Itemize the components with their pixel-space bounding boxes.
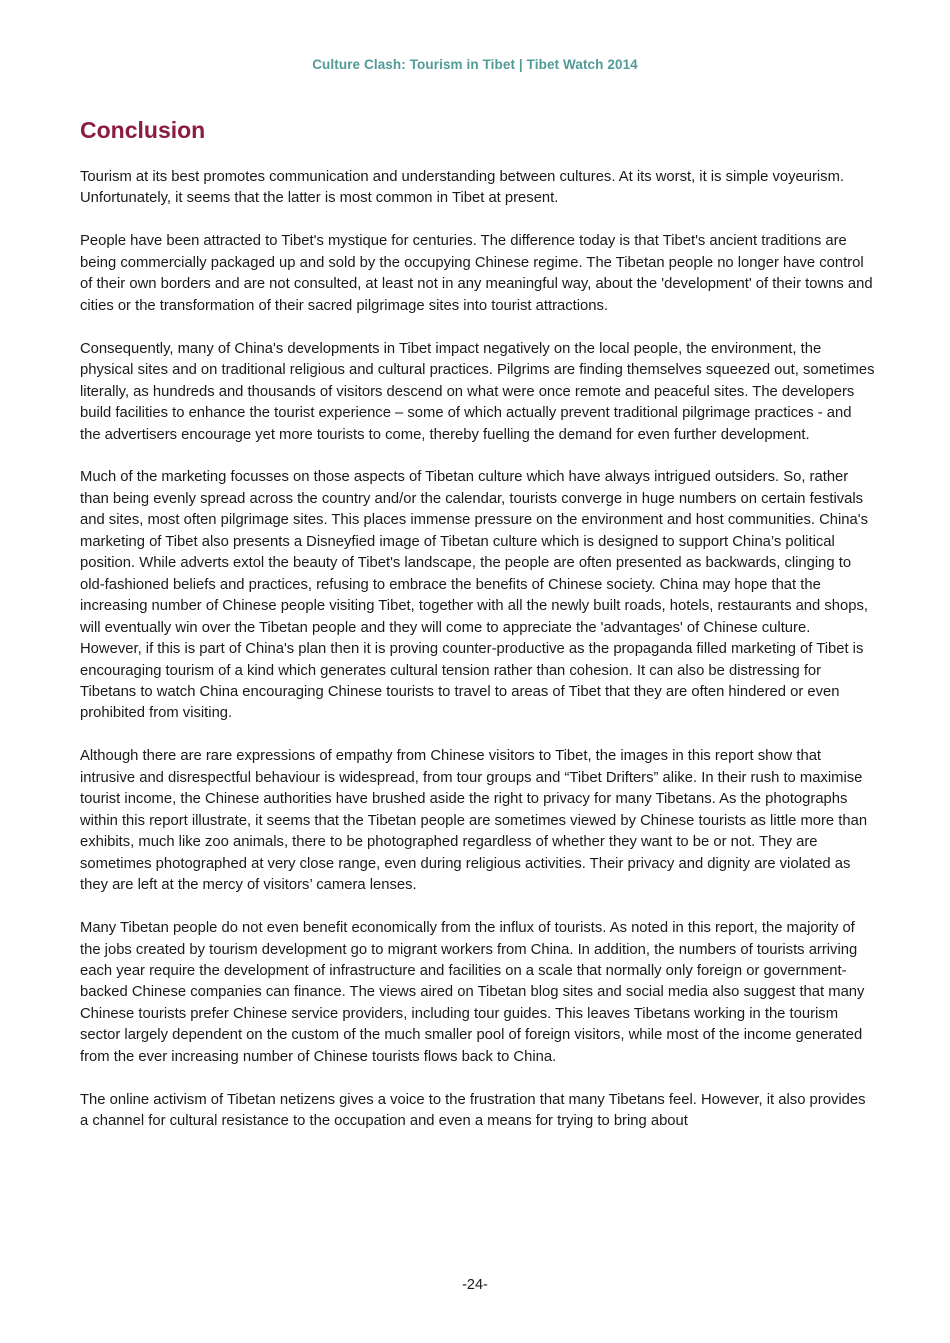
page-number: -24-: [462, 1277, 488, 1293]
body-text: [80, 167, 875, 1154]
paragraph-4: Much of the marketing focusses on those aspects of Tibetan culture which have always intrigued outsiders. So, rather than being evenly spread across the country and/or the calendar, tourists converge in huge numbers on certain festivals and sites, most often pilgrimage sites. This places immense pressure on the environment and host communities. China's marketing of Tibet also presents a Disneyfied image of Tibetan culture which is designed to support China’s political position. While adverts extol the beauty of Tibet's landscape, the people are often presented as backwards, clinging to old-fashioned beliefs and practices, refusing to embrace the benefits of Chinese society. China may hope that the increasing number of Chinese people visiting Tibet, together with all the newly built roads, hotels, restaurants and shops, will eventually win over the Tibetan people and they will come to appreciate the 'advantages' of Chinese culture. However, if this is part of China's plan then it is proving counter-productive as the propaganda filled marketing of Tibet is encouraging tourism of a kind which generates cultural tension rather than cohesion. It can also be distressing for Tibetans to watch China encouraging Chinese tourists to travel to areas of Tibet that they are often hindered or even prohibited from visiting.: [80, 469, 868, 722]
section-title: Conclusion: [80, 117, 206, 143]
paragraph-6: Many Tibetan people do not even benefit economically from the influx of tourists. As noted in this report, the majority of the jobs created by tourism development go to migrant workers from China. In addition, the numbers of tourists arriving each year require the development of infrastructure and facilities on a scale that normally only foreign or government-backed Chinese companies can finance. The views aired on Tibetan blog sites and social media also suggest that many Chinese tourists prefer Chinese service providers, including tour guides. This leaves Tibetans working in the tourism sector largely dependent on the custom of the much smaller pool of foreign visitors, while most of the income generated from the ever increasing number of Chinese tourists flows back to China.: [80, 920, 865, 1065]
paragraph-2: People have been attracted to Tibet's mystique for centuries. The difference today is that Tibet's ancient traditions are being commercially packaged up and sold by the occupying Chinese regime. The Tibetan people no longer have control of their own borders and are not consulted, at least not in any meaningful way, about the 'development' of their towns and cities or the transformation of their sacred pilgrimage sites into tourist attractions.: [80, 233, 873, 314]
paragraph-1: Tourism at its best promotes communication and understanding between cultures. At its worst, it is simple voyeurism. Unfortunately, it seems that the latter is most common in Tibet at present.: [80, 169, 845, 207]
paragraph-7: The online activism of Tibetan netizens gives a voice to the frustration that many Tibetans feel. However, it also provides a channel for cultural resistance to the occupation and even a means for trying to bring about: [80, 1091, 866, 1130]
paragraph-3: Consequently, many of China's developments in Tibet impact negatively on the local people, the environment, the physical sites and on traditional religious and cultural practices. Pilgrims are finding themselves squeezed out, sometimes literally, as hundreds and thousands of visitors descend on what were once remote and peaceful sites. The developers build facilities to enhance the tourist experience – some of which actually prevent traditional pilgrimage practices - and the advertisers encourage yet more tourists to come, thereby fuelling the demand for even further development.: [80, 340, 875, 443]
paragraph-5: Although there are rare expressions of empathy from Chinese visitors to Tibet, the images in this report show that intrusive and disrespectful behaviour is widespread, from tour groups and “Tibet Drifters” alike. In their rush to maximise tourist income, the Chinese authorities have brushed aside the right to privacy for many Tibetans. As the photographs within this report illustrate, it seems that the Tibetan people are sometimes viewed by Chinese tourists as little more than exhibits, much like zoo animals, there to be photographed regardless of whether they want to be or not. They are sometimes photographed at very close range, even during religious activities. Their privacy and dignity are violated as they are left at the mercy of visitors’ camera lenses.: [80, 748, 868, 894]
running-header: Culture Clash: Tourism in Tibet | Tibet Watch 2014: [312, 57, 638, 72]
